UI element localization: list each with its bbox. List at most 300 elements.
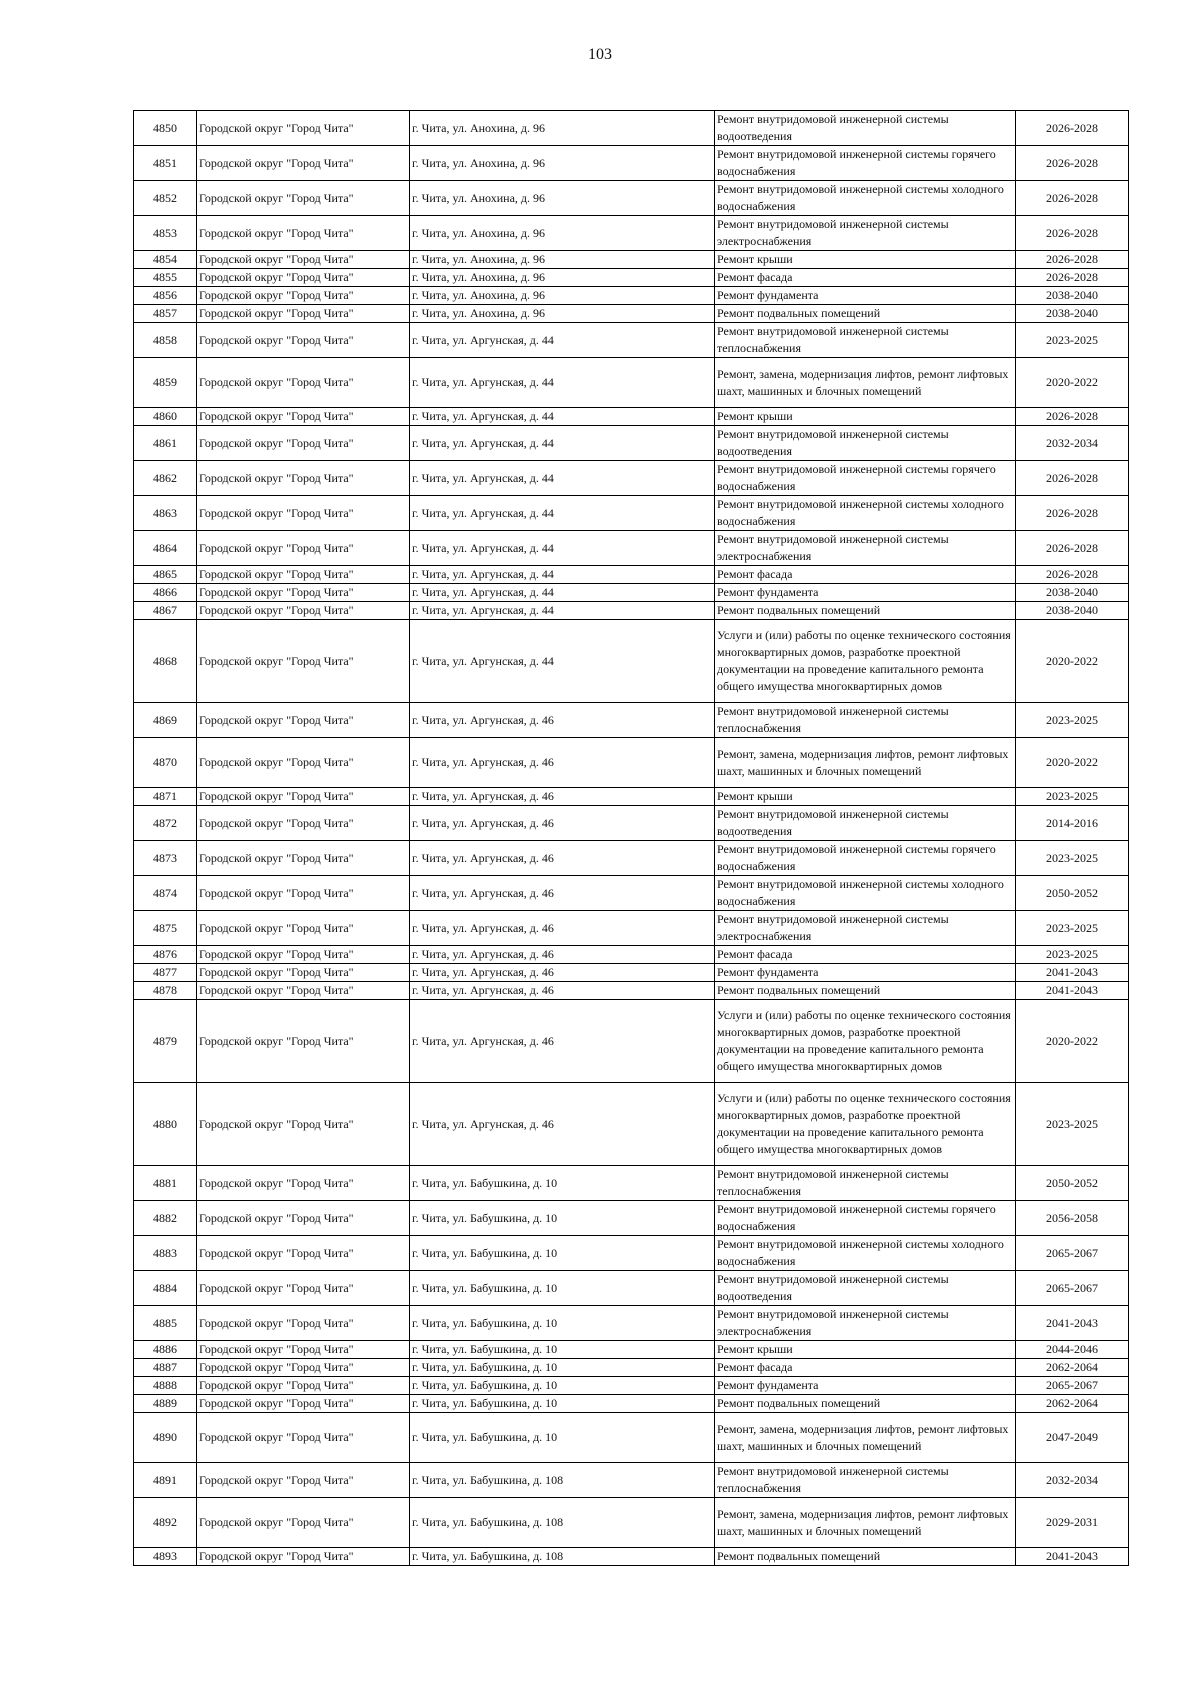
row-number-text: 4888 [153,1378,177,1392]
municipality-cell [197,216,410,251]
address-text: г. Чита, ул. Аргунская, д. 44 [412,435,554,450]
address-cell [410,461,715,496]
municipality-cell [197,305,410,323]
municipality-text: Городской округ "Город Чита" [199,1210,354,1225]
address-text: г. Чита, ул. Бабушкина, д. 10 [412,1280,558,1295]
municipality-cell [197,323,410,358]
table-row [134,788,1129,806]
period-text: 2041-2043 [1046,983,1098,997]
row-number-cell [134,1000,197,1083]
address-text: г. Чита, ул. Анохина, д. 96 [412,306,546,320]
work-type-text: Ремонт внутридомовой инженерной системы электроснабжения [717,1307,949,1338]
work-type-cell [715,1413,1016,1463]
work-type-cell [715,531,1016,566]
municipality-cell [197,1395,410,1413]
work-type-cell [715,584,1016,602]
work-type-cell [715,1395,1016,1413]
work-type-text: Ремонт, замена, модернизация лифтов, ремонт лифтовых шахт, машинных и блочных помещений [717,1421,1009,1453]
period-text: 2038-2040 [1046,603,1098,617]
period-text: 2026-2028 [1046,409,1098,423]
period-cell [1016,1083,1129,1166]
municipality-cell [197,1083,410,1166]
work-type-cell [715,1166,1016,1201]
municipality-cell [197,496,410,531]
work-type-text: Ремонт внутридомовой инженерной системы теплоснабжения [717,1167,949,1198]
work-type-text: Ремонт внутридомовой инженерной системы водоотведения [717,112,949,143]
address-cell [410,287,715,305]
work-type-cell [715,566,1016,584]
work-type-cell [715,946,1016,964]
period-text: 2023-2025 [1046,332,1098,347]
table-row [134,806,1129,841]
work-type-text: Ремонт крыши [717,1342,793,1356]
municipality-text: Городской округ "Город Чита" [199,1549,354,1563]
row-number-text: 4851 [153,155,177,170]
work-type-text: Ремонт внутридомовой инженерной системы электроснабжения [717,217,949,248]
municipality-text: Городской округ "Город Чита" [199,540,354,555]
work-type-text: Ремонт внутридомовой инженерной системы теплоснабжения [717,1464,949,1495]
work-type-text: Ремонт, замена, модернизация лифтов, ремонт лифтовых шахт, машинных и блочных помещений [717,746,1009,778]
period-text: 2050-2052 [1046,1175,1098,1190]
work-type-text: Ремонт фасада [717,1360,793,1374]
row-number-text: 4875 [153,920,177,935]
work-type-cell [715,287,1016,305]
table-row [134,358,1129,408]
row-number-cell [134,358,197,408]
period-text: 2023-2025 [1046,712,1098,727]
row-number-cell [134,1201,197,1236]
work-type-text: Ремонт внутридомовой инженерной системы холодного водоснабжения [717,877,1004,908]
municipality-text: Городской округ "Город Чита" [199,920,354,935]
row-number-text: 4883 [153,1245,177,1260]
table-row [134,305,1129,323]
row-number-text: 4873 [153,850,177,865]
row-number-text: 4858 [153,332,177,347]
row-number-cell [134,181,197,216]
municipality-cell [197,703,410,738]
municipality-cell [197,461,410,496]
work-type-text: Ремонт внутридомовой инженерной системы холодного водоснабжения [717,497,1004,528]
address-text: г. Чита, ул. Бабушкина, д. 10 [412,1360,558,1374]
table-row [134,251,1129,269]
period-text: 2026-2028 [1046,505,1098,520]
work-type-cell [715,841,1016,876]
table-row [134,876,1129,911]
period-text: 2065-2067 [1046,1245,1098,1260]
period-cell [1016,1377,1129,1395]
table-row [134,1083,1129,1166]
table-row [134,531,1129,566]
work-type-cell [715,323,1016,358]
period-cell [1016,251,1129,269]
address-cell [410,305,715,323]
work-type-text: Ремонт внутридомовой инженерной системы теплоснабжения [717,704,949,735]
period-cell [1016,269,1129,287]
address-cell [410,496,715,531]
period-text: 2020-2022 [1046,1033,1098,1048]
table-row [134,1236,1129,1271]
table-row [134,584,1129,602]
period-cell [1016,1413,1129,1463]
table-row [134,216,1129,251]
municipality-text: Городской округ "Город Чита" [199,567,354,581]
municipality-text: Городской округ "Город Чита" [199,1515,354,1529]
address-text: г. Чита, ул. Бабушкина, д. 10 [412,1378,558,1392]
municipality-text: Городской округ "Город Чита" [199,435,354,450]
address-cell [410,111,715,146]
row-number-text: 4867 [153,603,177,617]
period-cell [1016,216,1129,251]
row-number-text: 4872 [153,815,177,830]
municipality-cell [197,841,410,876]
row-number-cell [134,1083,197,1166]
row-number-text: 4855 [153,270,177,284]
work-type-text: Ремонт внутридомовой инженерной системы водоотведения [717,807,949,838]
row-number-cell [134,566,197,584]
address-text: г. Чита, ул. Аргунская, д. 44 [412,540,554,555]
address-text: г. Чита, ул. Аргунская, д. 46 [412,789,554,803]
work-type-text: Ремонт внутридомовой инженерной системы электроснабжения [717,912,949,943]
period-text: 2041-2043 [1046,1315,1098,1330]
period-cell [1016,788,1129,806]
table-row [134,1166,1129,1201]
address-cell [410,251,715,269]
municipality-text: Городской округ "Город Чита" [199,270,354,284]
address-text: г. Чита, ул. Аргунская, д. 46 [412,920,554,935]
municipality-cell [197,620,410,703]
period-cell [1016,531,1129,566]
table-row [134,269,1129,287]
address-text: г. Чита, ул. Аргунская, д. 44 [412,375,554,389]
municipality-text: Городской округ "Город Чита" [199,603,354,617]
row-number-cell [134,408,197,426]
period-cell [1016,964,1129,982]
period-text: 2014-2016 [1046,815,1098,830]
work-type-cell [715,1341,1016,1359]
address-text: г. Чита, ул. Анохина, д. 96 [412,288,546,302]
table-row [134,620,1129,703]
work-type-cell [715,1236,1016,1271]
address-cell [410,531,715,566]
table-row [134,1413,1129,1463]
address-cell [410,1201,715,1236]
municipality-text: Городской округ "Город Чита" [199,306,354,320]
period-text: 2023-2025 [1046,1116,1098,1131]
period-cell [1016,496,1129,531]
work-type-text: Ремонт подвальных помещений [717,983,881,997]
municipality-cell [197,1306,410,1341]
row-number-cell [134,806,197,841]
address-cell [410,620,715,703]
address-text: г. Чита, ул. Анохина, д. 96 [412,120,546,135]
municipality-cell [197,982,410,1000]
work-type-cell [715,602,1016,620]
row-number-text: 4861 [153,435,177,450]
municipality-text: Городской округ "Город Чита" [199,375,354,389]
address-text: г. Чита, ул. Аргунская, д. 44 [412,409,554,423]
period-cell [1016,426,1129,461]
period-cell [1016,1271,1129,1306]
row-number-text: 4891 [153,1472,177,1487]
municipality-cell [197,584,410,602]
address-text: г. Чита, ул. Анохина, д. 96 [412,155,546,170]
work-type-text: Ремонт внутридомовой инженерной системы водоотведения [717,1272,949,1303]
municipality-cell [197,181,410,216]
municipality-text: Городской округ "Город Чита" [199,755,354,769]
row-number-cell [134,620,197,703]
row-number-text: 4890 [153,1430,177,1444]
work-type-cell [715,1377,1016,1395]
address-text: г. Чита, ул. Аргунская, д. 44 [412,332,554,347]
address-cell [410,323,715,358]
row-number-cell [134,841,197,876]
period-text: 2026-2028 [1046,540,1098,555]
work-type-cell [715,1271,1016,1306]
row-number-text: 4887 [153,1360,177,1374]
row-number-text: 4866 [153,585,177,599]
work-type-cell [715,1548,1016,1566]
period-cell [1016,1548,1129,1566]
work-type-cell [715,269,1016,287]
address-text: г. Чита, ул. Аргунская, д. 46 [412,755,554,769]
work-type-text: Ремонт внутридомовой инженерной системы холодного водоснабжения [717,1237,1004,1268]
work-type-text: Ремонт фасада [717,947,793,961]
municipality-cell [197,1548,410,1566]
address-text: г. Чита, ул. Бабушкина, д. 108 [412,1472,564,1487]
period-text: 2029-2031 [1046,1515,1098,1529]
address-cell [410,1000,715,1083]
municipality-cell [197,602,410,620]
row-number-cell [134,269,197,287]
period-text: 2023-2025 [1046,920,1098,935]
address-text: г. Чита, ул. Анохина, д. 96 [412,270,546,284]
table-row [134,1498,1129,1548]
work-type-text: Ремонт фундамента [717,1378,819,1392]
work-type-cell [715,251,1016,269]
work-type-cell [715,964,1016,982]
address-text: г. Чита, ул. Аргунская, д. 46 [412,712,554,727]
work-type-text: Ремонт фундамента [717,288,819,302]
row-number-cell [134,305,197,323]
period-cell [1016,982,1129,1000]
period-text: 2056-2058 [1046,1210,1098,1225]
period-text: 2065-2067 [1046,1280,1098,1295]
municipality-cell [197,251,410,269]
period-cell [1016,461,1129,496]
row-number-text: 4882 [153,1210,177,1225]
work-type-cell [715,305,1016,323]
municipality-text: Городской округ "Город Чита" [199,1342,354,1356]
work-type-cell [715,982,1016,1000]
row-number-text: 4850 [153,120,177,135]
work-type-text: Ремонт фундамента [717,965,819,979]
period-text: 2026-2028 [1046,190,1098,205]
period-cell [1016,876,1129,911]
work-type-text: Ремонт внутридомовой инженерной системы горячего водоснабжения [717,1202,996,1233]
municipality-text: Городской округ "Город Чита" [199,225,354,240]
address-text: г. Чита, ул. Аргунская, д. 46 [412,1033,554,1048]
period-cell [1016,911,1129,946]
period-cell [1016,1498,1129,1548]
address-text: г. Чита, ул. Аргунская, д. 44 [412,505,554,520]
municipality-cell [197,111,410,146]
address-cell [410,216,715,251]
period-text: 2038-2040 [1046,585,1098,599]
table-row [134,1341,1129,1359]
period-cell [1016,305,1129,323]
row-number-cell [134,531,197,566]
table-row [134,1395,1129,1413]
municipality-cell [197,146,410,181]
municipality-text: Городской округ "Город Чита" [199,947,354,961]
table-row [134,287,1129,305]
row-number-text: 4859 [153,375,177,389]
work-type-cell [715,1498,1016,1548]
period-text: 2023-2025 [1046,947,1098,961]
municipality-cell [197,1341,410,1359]
work-type-cell [715,216,1016,251]
address-text: г. Чита, ул. Аргунская, д. 44 [412,567,554,581]
row-number-text: 4868 [153,653,177,668]
municipality-text: Городской округ "Город Чита" [199,1360,354,1374]
row-number-text: 4856 [153,288,177,302]
municipality-cell [197,876,410,911]
municipality-text: Городской округ "Город Чита" [199,789,354,803]
period-text: 2062-2064 [1046,1360,1098,1374]
municipality-text: Городской округ "Город Чита" [199,288,354,302]
row-number-text: 4881 [153,1175,177,1190]
row-number-text: 4869 [153,712,177,727]
address-text: г. Чита, ул. Бабушкина, д. 10 [412,1245,558,1260]
work-type-text: Ремонт крыши [717,789,793,803]
period-cell [1016,1236,1129,1271]
municipality-text: Городской округ "Город Чита" [199,815,354,830]
work-type-text: Ремонт фасада [717,270,793,284]
municipality-cell [197,531,410,566]
address-cell [410,946,715,964]
address-text: г. Чита, ул. Анохина, д. 96 [412,190,546,205]
address-cell [410,1083,715,1166]
row-number-cell [134,1359,197,1377]
row-number-text: 4889 [153,1396,177,1410]
work-type-cell [715,620,1016,703]
address-text: г. Чита, ул. Бабушкина, д. 10 [412,1396,558,1410]
row-number-cell [134,251,197,269]
work-type-text: Ремонт подвальных помещений [717,1549,881,1563]
work-type-cell [715,738,1016,788]
work-type-text: Ремонт внутридомовой инженерной системы холодного водоснабжения [717,182,1004,213]
table-row [134,946,1129,964]
period-cell [1016,181,1129,216]
municipality-text: Городской округ "Город Чита" [199,1033,354,1048]
municipality-text: Городской округ "Город Чита" [199,505,354,520]
row-number-cell [134,111,197,146]
table-row [134,323,1129,358]
row-number-cell [134,496,197,531]
address-cell [410,788,715,806]
municipality-cell [197,738,410,788]
row-number-text: 4862 [153,470,177,485]
municipality-cell [197,1000,410,1083]
municipality-cell [197,287,410,305]
table-row [134,1463,1129,1498]
row-number-text: 4885 [153,1315,177,1330]
row-number-text: 4865 [153,567,177,581]
table-row [134,181,1129,216]
municipality-cell [197,1201,410,1236]
address-cell [410,1377,715,1395]
row-number-cell [134,323,197,358]
row-number-text: 4876 [153,947,177,961]
row-number-cell [134,1341,197,1359]
work-type-cell [715,1201,1016,1236]
period-cell [1016,1341,1129,1359]
work-type-text: Услуги и (или) работы по оценке технического состояния многоквартирных домов, разработке проектной документации на проведение капитального ремонта общего имущества многоквартирных домов [717,628,1011,693]
work-type-cell [715,111,1016,146]
period-cell [1016,841,1129,876]
row-number-text: 4871 [153,789,177,803]
table-row [134,111,1129,146]
municipality-text: Городской округ "Город Чита" [199,585,354,599]
work-type-text: Ремонт подвальных помещений [717,306,881,320]
repair-schedule-table [133,110,1129,1566]
table-row [134,982,1129,1000]
row-number-cell [134,1236,197,1271]
municipality-cell [197,1271,410,1306]
address-cell [410,1341,715,1359]
period-text: 2026-2028 [1046,155,1098,170]
address-cell [410,566,715,584]
work-type-text: Ремонт внутридомовой инженерной системы водоотведения [717,427,949,458]
address-cell [410,1271,715,1306]
period-text: 2026-2028 [1046,252,1098,266]
row-number-text: 4892 [153,1515,177,1529]
work-type-cell [715,911,1016,946]
row-number-text: 4893 [153,1549,177,1563]
municipality-text: Городской округ "Город Чита" [199,850,354,865]
address-cell [410,964,715,982]
address-text: г. Чита, ул. Бабушкина, д. 10 [412,1210,558,1225]
table-row [134,426,1129,461]
address-text: г. Чита, ул. Аргунская, д. 46 [412,885,554,900]
period-text: 2020-2022 [1046,653,1098,668]
work-type-text: Ремонт внутридомовой инженерной системы электроснабжения [717,532,949,563]
work-type-cell [715,1463,1016,1498]
row-number-cell [134,1395,197,1413]
period-cell [1016,584,1129,602]
work-type-text: Ремонт крыши [717,252,793,266]
address-cell [410,269,715,287]
row-number-cell [134,1498,197,1548]
work-type-text: Ремонт внутридомовой инженерной системы теплоснабжения [717,324,949,355]
period-text: 2065-2067 [1046,1378,1098,1392]
municipality-cell [197,911,410,946]
period-text: 2044-2046 [1046,1342,1098,1356]
table-row [134,911,1129,946]
row-number-text: 4852 [153,190,177,205]
row-number-text: 4879 [153,1033,177,1048]
work-type-text: Ремонт, замена, модернизация лифтов, ремонт лифтовых шахт, машинных и блочных помещений [717,1506,1009,1538]
table-row [134,1359,1129,1377]
address-text: г. Чита, ул. Бабушкина, д. 108 [412,1515,564,1529]
table-row [134,566,1129,584]
address-text: г. Чита, ул. Анохина, д. 96 [412,225,546,240]
table-row [134,1377,1129,1395]
address-text: г. Чита, ул. Аргунская, д. 44 [412,585,554,599]
address-cell [410,911,715,946]
row-number-cell [134,1413,197,1463]
address-text: г. Чита, ул. Аргунская, д. 46 [412,815,554,830]
